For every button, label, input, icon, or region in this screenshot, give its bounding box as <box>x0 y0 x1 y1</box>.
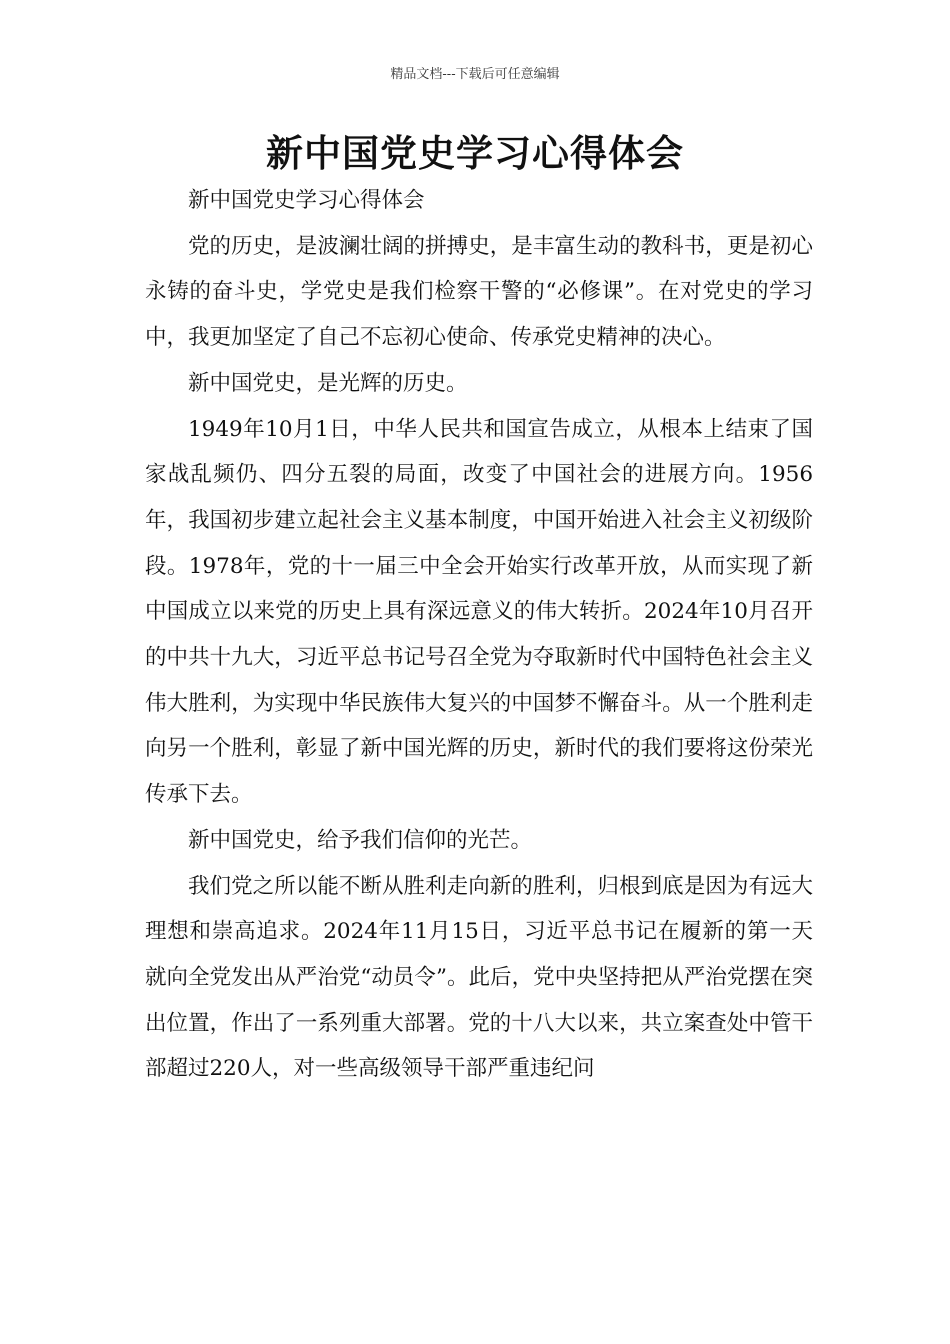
page-header-watermark: 精品文档---下载后可任意编辑 <box>390 67 560 82</box>
paragraph-ideals: 我们党之所以能不断从胜利走向新的胜利，归根到底是因为有远大理想和崇高追求。2024年11月15日，习近平总书记在履新的第一天就向全党发出从严治党“动员令”。此后，党中央坚持把从严治党摆在突出位置，作出了一系列重大部署。党的十八大以来，共立案查处中管干部超过220人，对一些高级领导干部严重违纪问 <box>145 873 813 1082</box>
paragraph-history-timeline: 1949年10月1日，中华人民共和国宣告成立，从根本上结束了国家战乱频仍、四分五裂的局面，改变了中国社会的进展方向。1956年，我国初步建立起社会主义基本制度，中国开始进入社会主义初级阶段。1978年，党的十一届三中全会开始实行改革开放，从而实现了新中国成立以来党的历史上具有深远意义的伟大转折。2024年10月召开的中共十九大，习近平总书记号召全党为夺取新时代中国特色社会主义伟大胜利，为实现中华民族伟大复兴的中国梦不懈奋斗。从一个胜利走向另一个胜利，彰显了新中国光辉的历史，新时代的我们要将这份荣光传承下去。 <box>145 416 813 808</box>
paragraph-heading-faith: 新中国党史，给予我们信仰的光芒。 <box>188 827 533 853</box>
paragraph-subtitle: 新中国党史学习心得体会 <box>188 188 425 213</box>
document-title: 新中国党史学习心得体会 <box>266 131 684 175</box>
paragraph-intro: 党的历史，是波澜壮阔的拼搏史，是丰富生动的教科书，更是初心永铸的奋斗史，学党史是我们检察干警的“必修课”。在对党史的学习中，我更加坚定了自己不忘初心使命、传承党史精神的决心。 <box>145 233 813 351</box>
document-body <box>145 178 813 1092</box>
paragraph-heading-glorious-history: 新中国党史，是光辉的历史。 <box>188 370 468 396</box>
